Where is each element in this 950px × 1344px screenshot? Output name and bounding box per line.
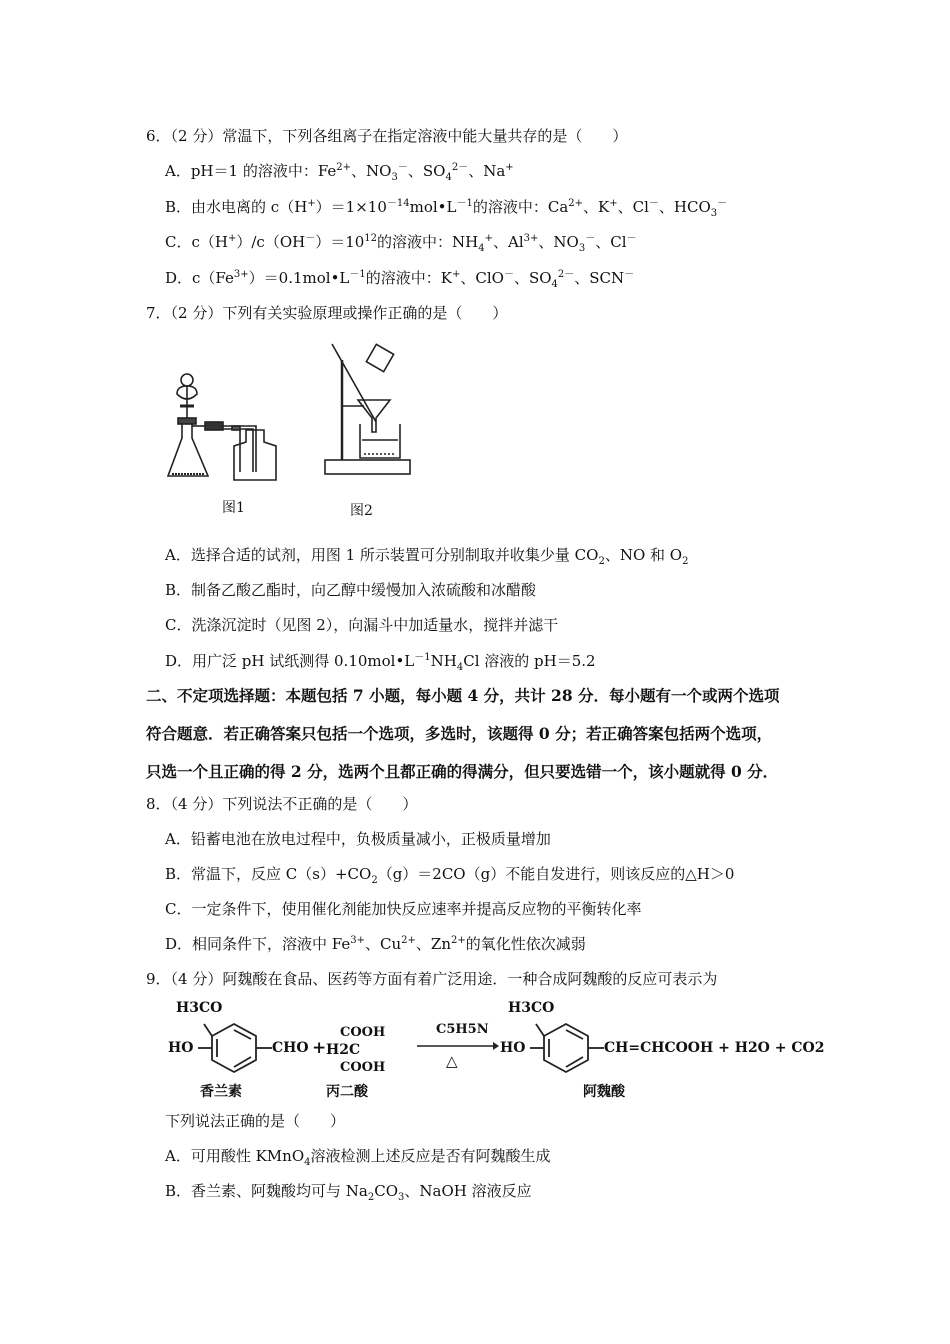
vanillin-label: 香兰素 [200,1084,242,1100]
ferulic-side-chain-products: CH=CHCOOH + H2O + CO2 [604,1040,825,1056]
q6-option-a: A．pH＝1 的溶液中：$Fe^{2+}$、$NO_3^-$、$SO_4^{2-}$、Na+ [165,162,514,183]
ferulic-ho: HO [500,1040,526,1056]
q9-sub-stem: 下列说法正确的是（ ） [165,1112,346,1130]
vanillin-h3co: H3CO [176,1000,223,1016]
vanillin-ho: HO [168,1040,194,1056]
q7-option-d: D．用广泛 pH 试纸测得 $0.10mol•L^{-1}NH_4Cl$ 溶液的 pH＝5.2 [165,652,596,673]
vanillin-cho: CHO [272,1040,309,1056]
q6-stem: 6．（2 分）常温下，下列各组离子在指定溶液中能大量共存的是（ ） [146,127,628,145]
q8-option-a: A．铅蓄电池在放电过程中，负极质量减小，正极质量增加 [165,830,551,848]
q8-option-d: D．相同条件下，溶液中 $Fe^{3+}$、$Cu^{2+}$、$Zn^{2+}$的氧化性依次减弱 [165,935,586,953]
q8-option-c: C．一定条件下，使用催化剂能加快反应速率并提高反应物的平衡转化率 [165,900,642,918]
ferulic-h3co: H3CO [508,1000,555,1016]
malonic-cooh-bottom: COOH [340,1060,386,1075]
figure-2-caption: 图2 [350,503,373,519]
q9-option-a: A．可用酸性 KMnO$_4$溶液检测上述反应是否有阿魏酸生成 [165,1147,551,1168]
q7-stem: 7．（2 分）下列有关实验原理或操作正确的是（ ） [146,304,508,322]
q8-option-b: B．常温下，反应 $C(s)+CO_2(g)=2CO(g)$不能自发进行，则该反应的△H＞0 [165,865,735,886]
section-2-line-2: 符合题意．若正确答案只包括一个选项，多选时，该题得 0 分；若正确答案包括两个选项， [146,724,773,743]
section-2-line-3: 只选一个且正确的得 2 分，选两个且都正确的得满分，但只要选错一个，该小题就得 0 分． [146,762,779,781]
heat-symbol: △ [446,1052,458,1070]
q8-stem: 8．（4 分）下列说法不正确的是（ ） [146,795,418,813]
q6-option-c: C．$c(H^+)/c(OH^-)=10^{12}$的溶液中：$NH_4^+$、$Al^{3+}$、$NO_3^-$、Cl－ [165,233,637,254]
malonic-acid-label: 丙二酸 [326,1084,368,1100]
malonic-h2c: H2C [326,1042,361,1058]
q7-option-c: C．洗涤沉淀时（见图 2），向漏斗中加适量水，搅拌并滤干 [165,616,559,634]
figure-2-apparatus [320,340,420,480]
plus-sign-1: + [312,1038,327,1058]
figure-1-apparatus [160,360,300,485]
q9-option-b: B．香兰素、阿魏酸均可与 $Na_2CO_3$、NaOH 溶液反应 [165,1182,532,1203]
reaction-arrow [415,1040,500,1052]
q6-option-b: B．由水电离的 $c(H^+)=1\times 10^{-14}mol•L^{-1}$的溶液中：$Ca^{2+}$、K+、Cl－、$HCO_3^-$ [165,198,728,219]
ferulic-benzene-ring [526,1018,606,1078]
vanillin-benzene-ring [194,1018,274,1078]
q7-option-b: B．制备乙酸乙酯时，向乙醇中缓慢加入浓硫酸和冰醋酸 [165,581,537,599]
catalyst-label: C5H5N [436,1022,489,1037]
figure-1-caption: 图1 [222,500,245,516]
section-2-line-1: 二、不定项选择题：本题包括 7 小题，每小题 4 分，共计 28 分．每小题有一个或两个选项 [146,686,780,705]
q6-option-d: D．$c(Fe^{3+})=0.1mol•L^{-1}$的溶液中：K+、ClO－、$SO_4^{2-}$、SCN－ [165,269,635,290]
malonic-cooh-top: COOH [340,1025,386,1040]
q9-stem: 9．（4 分）阿魏酸在食品、医药等方面有着广泛用途．一种合成阿魏酸的反应可表示为 [146,970,718,988]
q7-option-a: A．选择合适的试剂，用图 1 所示装置可分别制取并收集少量 $CO_2$、NO 和 $O_2$ [165,546,689,567]
ferulic-acid-label: 阿魏酸 [583,1084,625,1100]
